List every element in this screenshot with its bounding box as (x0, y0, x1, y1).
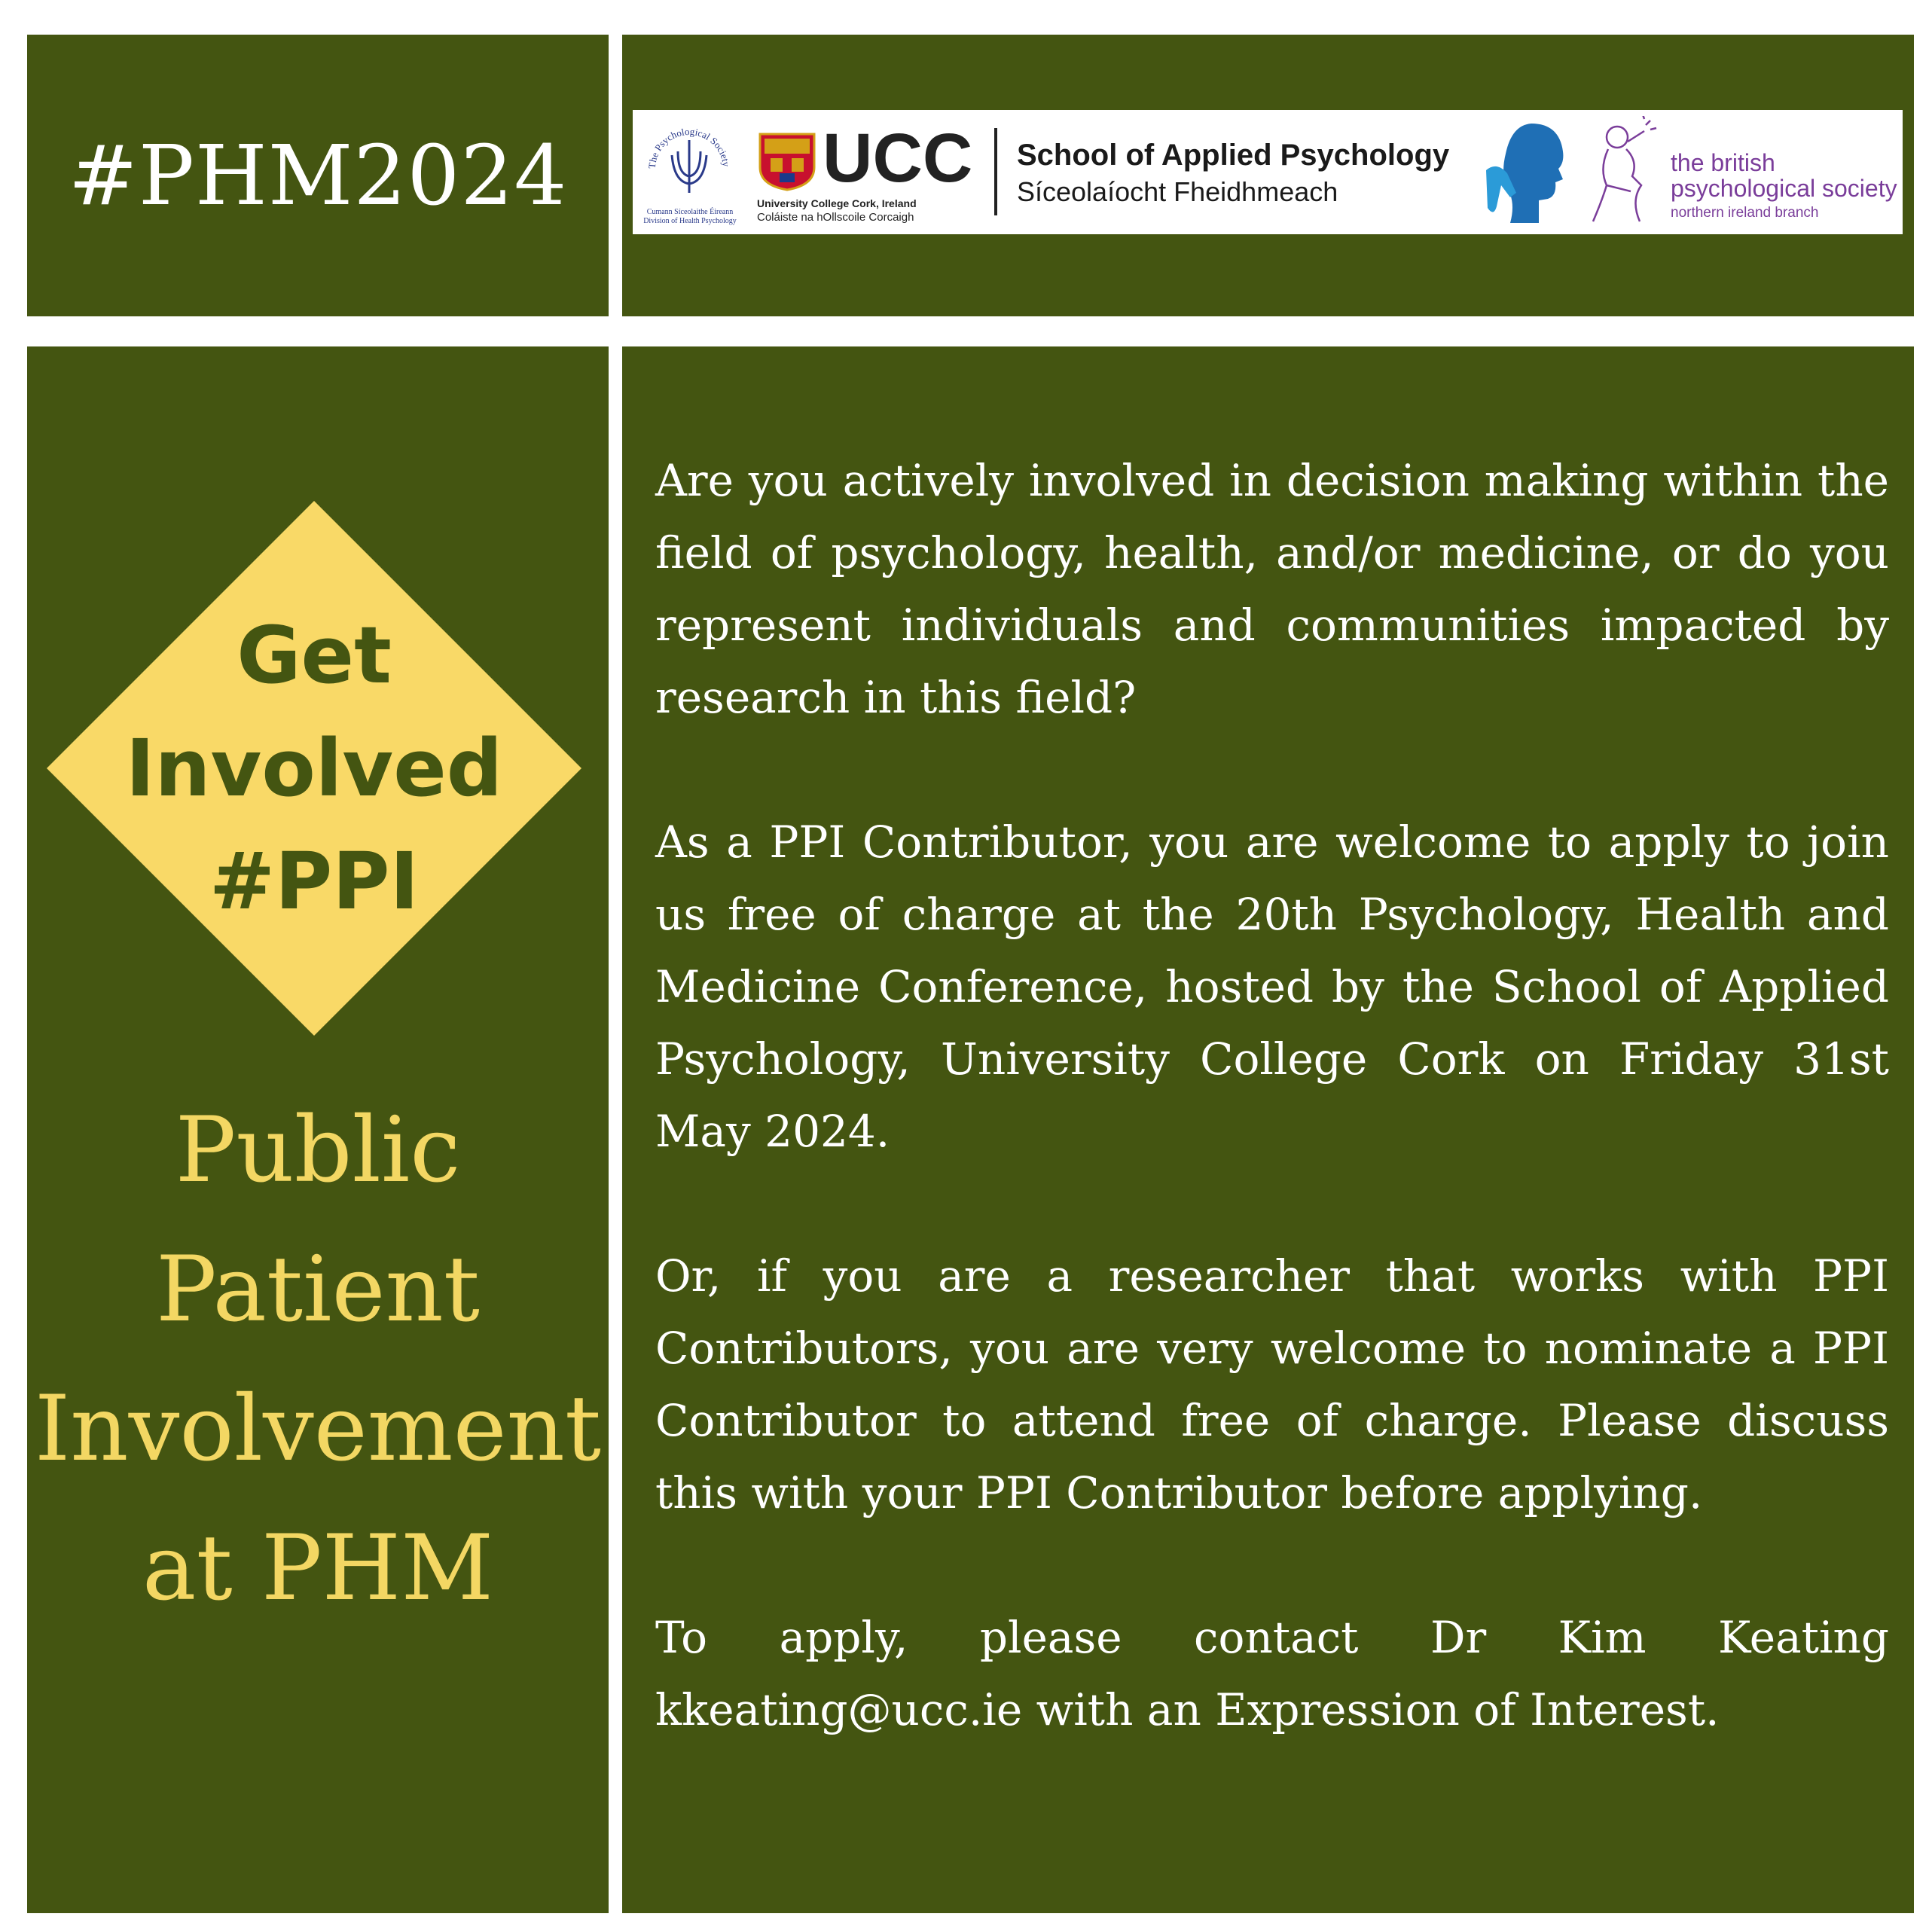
ucc-wordmark: UCC (823, 120, 973, 197)
psi-caption-line2: Division of Health Psychology (643, 217, 737, 225)
badge-line-ppi: #PPI (209, 835, 420, 927)
body-paragraph-researchers: Or, if you are a researcher that works with PPI Contributors, you are very welcome to nominate a PPI Contributor to attend free of charge. Please discuss this with your PPI Contributor before applying. (655, 1250, 1889, 1518)
body-paragraph-contact: To apply, please contact Dr Kim Keating kkeating@ucc.ie with an Expression of Interest. (655, 1612, 1889, 1735)
logo-strip (633, 110, 1903, 234)
ucc-subtitle-en: University College Cork, Ireland (757, 197, 917, 209)
side-title-line1: Public (175, 1098, 461, 1203)
hashtag-panel (27, 35, 609, 316)
badge-text (47, 501, 581, 1036)
ucc-crest-icon (757, 131, 817, 191)
side-title-line2: Patient (155, 1238, 481, 1342)
ucc-logo (753, 110, 972, 234)
psi-caption-line1: Cumann Síceolaithe Éireann (646, 208, 734, 216)
badge-line-get: Get (237, 609, 392, 701)
hashtag-title: #PHM2024 (68, 127, 568, 224)
head-profile-icon (1480, 118, 1570, 230)
side-title-line3: Involvement (34, 1377, 602, 1482)
bps-figure-icon (1586, 116, 1661, 229)
side-title-line4: at PHM (142, 1516, 494, 1621)
school-title: School of Applied Psychology (1017, 139, 1450, 172)
logos-panel (622, 35, 1914, 316)
body-paragraph-invitation: As a PPI Contributor, you are welcome to apply to join us free of charge at the 20th Psychology, Health and Medicine Conference, hosted by the School of Applied Psychology, University College Cork on Friday 31st May 2024. (655, 816, 1889, 1157)
logo-divider (994, 128, 997, 215)
bps-name-line2: psychological society (1671, 175, 1897, 202)
bps-branch-label: northern ireland branch (1671, 205, 1819, 221)
psi-logo (633, 110, 746, 234)
side-title (27, 1081, 609, 1638)
ucc-subtitle-ga: Coláiste na hOllscoile Corcaigh (757, 211, 914, 224)
bps-name-line1: the british (1671, 149, 1775, 176)
psi-emblem-icon (633, 110, 746, 208)
badge-line-involved: Involved (125, 722, 503, 814)
school-subtitle: Síceolaíocht Fheidhmeach (1017, 176, 1338, 207)
svg-text:The Psychological Society of I (633, 110, 732, 169)
body-paragraph-question: Are you actively involved in decision making within the field of psychology, health, and/or medicine, or do you represent individuals and communities impacted by research in this field? (655, 455, 1889, 723)
psi-ring-text: The Psychological Society (646, 125, 732, 169)
body-text (655, 444, 1889, 1818)
